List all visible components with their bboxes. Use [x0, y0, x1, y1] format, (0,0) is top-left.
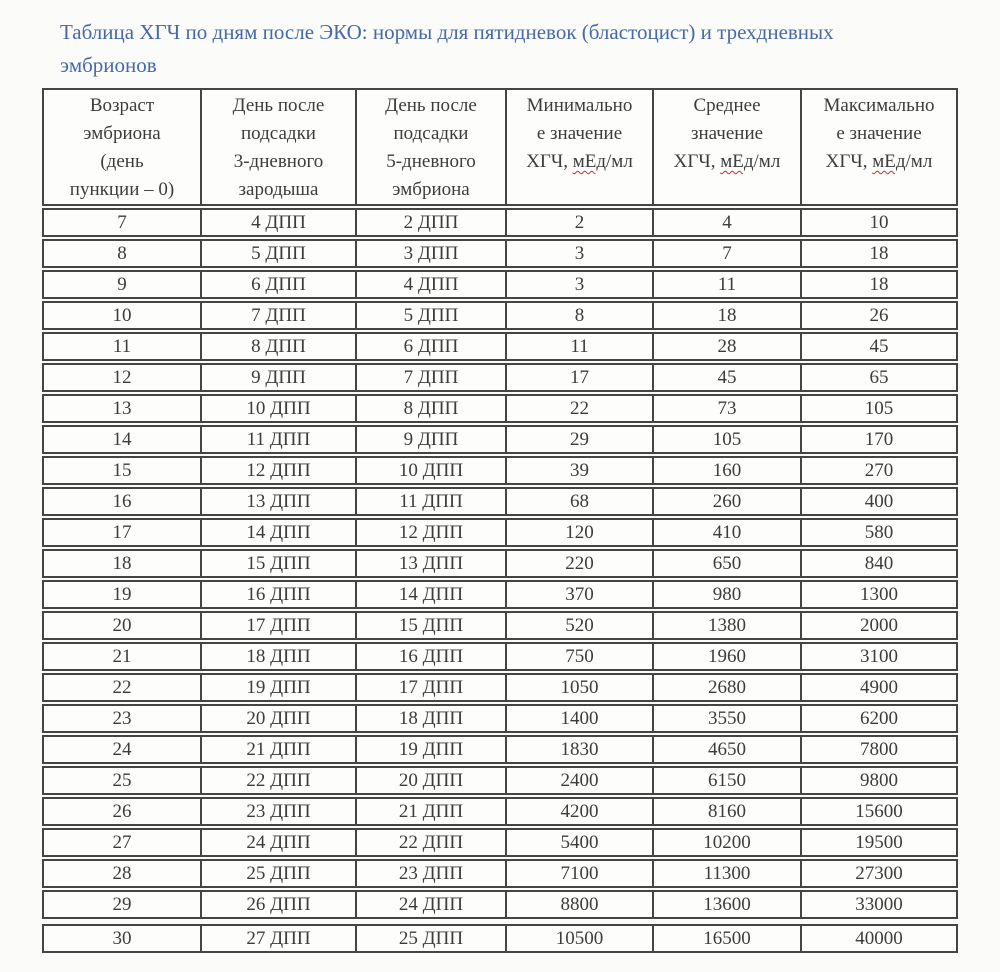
cell-r8-c1: 14	[42, 425, 200, 454]
table-row	[42, 735, 958, 764]
table-row	[42, 425, 958, 454]
table-row	[42, 611, 958, 640]
header-line: (день	[100, 151, 144, 172]
unit-text: /мл	[905, 151, 933, 172]
cell-r20-c3: 21 ДПП	[355, 797, 505, 826]
cell-r15-c3: 16 ДПП	[355, 642, 505, 671]
cell-r23-c5: 13600	[652, 890, 800, 919]
cell-r2-c2: 5 ДПП	[200, 239, 355, 268]
cell-r7-c1: 13	[42, 394, 200, 423]
cell-r15-c4: 750	[505, 642, 652, 671]
table-row	[42, 580, 958, 609]
cell-r1-c4: 2	[505, 208, 652, 237]
header-line: эмбриона	[83, 123, 161, 144]
cell-r14-c5: 1380	[652, 611, 800, 640]
spellcheck-underlined-text: мЕд	[720, 151, 754, 172]
cell-r1-c5: 4	[652, 208, 800, 237]
cell-r4-c3: 5 ДПП	[355, 301, 505, 330]
cell-r13-c5: 980	[652, 580, 800, 609]
cell-r11-c2: 14 ДПП	[200, 518, 355, 547]
cell-r24-c6: 40000	[800, 924, 958, 953]
cell-r17-c3: 18 ДПП	[355, 704, 505, 733]
cell-r4-c6: 26	[800, 301, 958, 330]
cell-r8-c2: 11 ДПП	[200, 425, 355, 454]
table-row	[42, 487, 958, 516]
cell-r2-c6: 18	[800, 239, 958, 268]
table-row	[42, 332, 958, 361]
cell-r9-c6: 270	[800, 456, 958, 485]
cell-r17-c5: 3550	[652, 704, 800, 733]
cell-r9-c2: 12 ДПП	[200, 456, 355, 485]
header-line: Максимально	[823, 95, 935, 116]
header-line: подсадки	[241, 123, 316, 144]
cell-r5-c6: 45	[800, 332, 958, 361]
cell-r16-c3: 17 ДПП	[355, 673, 505, 702]
cell-r2-c1: 8	[42, 239, 200, 268]
cell-r16-c2: 19 ДПП	[200, 673, 355, 702]
cell-r24-c3: 25 ДПП	[355, 924, 505, 953]
cell-r1-c1: 7	[42, 208, 200, 237]
cell-r6-c2: 9 ДПП	[200, 363, 355, 392]
header-line: подсадки	[393, 123, 469, 144]
cell-r9-c5: 160	[652, 456, 800, 485]
table-row	[42, 363, 958, 392]
table-row	[42, 797, 958, 826]
cell-r24-c5: 16500	[652, 924, 800, 953]
cell-r22-c5: 11300	[652, 859, 800, 888]
cell-r13-c6: 1300	[800, 580, 958, 609]
cell-r18-c4: 1830	[505, 735, 652, 764]
table-body	[42, 208, 958, 953]
cell-r9-c1: 15	[42, 456, 200, 485]
cell-r14-c6: 2000	[800, 611, 958, 640]
spellcheck-underlined-text: мЕд	[572, 151, 607, 172]
table-row	[42, 890, 958, 919]
cell-r14-c3: 15 ДПП	[355, 611, 505, 640]
cell-r20-c6: 15600	[800, 797, 958, 826]
cell-r2-c5: 7	[652, 239, 800, 268]
cell-r23-c1: 29	[42, 890, 200, 919]
cell-r18-c1: 24	[42, 735, 200, 764]
header-unit-line	[658, 148, 796, 176]
cell-r13-c3: 14 ДПП	[355, 580, 505, 609]
cell-r7-c4: 22	[505, 394, 652, 423]
unit-text: ХГЧ,	[526, 151, 573, 172]
cell-r21-c4: 5400	[505, 828, 652, 857]
page-title: Таблица ХГЧ по дням после ЭКО: нормы для пятидневок (бластоцист) и трехдневных эмбрионов	[60, 20, 834, 77]
cell-r10-c1: 16	[42, 487, 200, 516]
cell-r14-c2: 17 ДПП	[200, 611, 355, 640]
unit-text: /мл	[606, 151, 633, 172]
header-line: Среднее	[693, 95, 761, 116]
cell-r8-c5: 105	[652, 425, 800, 454]
cell-r19-c3: 20 ДПП	[355, 766, 505, 795]
page-break-gap	[42, 921, 958, 922]
header-line: пункции – 0)	[69, 179, 175, 200]
unit-text: /мл	[753, 151, 781, 172]
column-header-3	[355, 88, 505, 206]
header-line: День после	[385, 95, 477, 116]
cell-r12-c5: 650	[652, 549, 800, 578]
cell-r1-c3: 2 ДПП	[355, 208, 505, 237]
table-row	[42, 642, 958, 671]
cell-r22-c3: 23 ДПП	[355, 859, 505, 888]
cell-r5-c3: 6 ДПП	[355, 332, 505, 361]
cell-r17-c4: 1400	[505, 704, 652, 733]
cell-r15-c6: 3100	[800, 642, 958, 671]
cell-r15-c5: 1960	[652, 642, 800, 671]
cell-r9-c4: 39	[505, 456, 652, 485]
cell-r20-c1: 26	[42, 797, 200, 826]
cell-r16-c6: 4900	[800, 673, 958, 702]
cell-r12-c1: 18	[42, 549, 200, 578]
unit-text: ХГЧ,	[673, 151, 721, 172]
cell-r18-c2: 21 ДПП	[200, 735, 355, 764]
cell-r7-c3: 8 ДПП	[355, 394, 505, 423]
cell-r9-c3: 10 ДПП	[355, 456, 505, 485]
cell-r19-c2: 22 ДПП	[200, 766, 355, 795]
cell-r3-c2: 6 ДПП	[200, 270, 355, 299]
cell-r10-c6: 400	[800, 487, 958, 516]
cell-r16-c5: 2680	[652, 673, 800, 702]
cell-r5-c2: 8 ДПП	[200, 332, 355, 361]
cell-r13-c1: 19	[42, 580, 200, 609]
header-line: День после	[232, 95, 325, 116]
cell-r18-c6: 7800	[800, 735, 958, 764]
cell-r24-c1: 30	[42, 924, 200, 953]
cell-r11-c6: 580	[800, 518, 958, 547]
cell-r10-c5: 260	[652, 487, 800, 516]
cell-r4-c4: 8	[505, 301, 652, 330]
table-row	[42, 239, 958, 268]
cell-r10-c4: 68	[505, 487, 652, 516]
header-line: 5-дневного	[386, 151, 476, 172]
cell-r2-c4: 3	[505, 239, 652, 268]
cell-r11-c5: 410	[652, 518, 800, 547]
cell-r5-c1: 11	[42, 332, 200, 361]
cell-r20-c4: 4200	[505, 797, 652, 826]
table-row	[42, 828, 958, 857]
cell-r17-c1: 23	[42, 704, 200, 733]
cell-r3-c1: 9	[42, 270, 200, 299]
header-unit-line	[806, 148, 952, 176]
cell-r4-c1: 10	[42, 301, 200, 330]
cell-r3-c6: 18	[800, 270, 958, 299]
cell-r1-c2: 4 ДПП	[200, 208, 355, 237]
cell-r11-c1: 17	[42, 518, 200, 547]
cell-r14-c1: 20	[42, 611, 200, 640]
header-line: Минимально	[526, 95, 633, 116]
cell-r17-c6: 6200	[800, 704, 958, 733]
cell-r13-c2: 16 ДПП	[200, 580, 355, 609]
column-header-5	[652, 88, 800, 206]
table-row	[42, 704, 958, 733]
table-row	[42, 518, 958, 547]
cell-r6-c4: 17	[505, 363, 652, 392]
cell-r4-c5: 18	[652, 301, 800, 330]
cell-r19-c4: 2400	[505, 766, 652, 795]
unit-text: ХГЧ,	[825, 151, 873, 172]
cell-r20-c5: 8160	[652, 797, 800, 826]
column-header-6	[800, 88, 958, 206]
cell-r1-c6: 10	[800, 208, 958, 237]
cell-r6-c1: 12	[42, 363, 200, 392]
cell-r22-c2: 25 ДПП	[200, 859, 355, 888]
table-row	[42, 924, 958, 953]
cell-r17-c2: 20 ДПП	[200, 704, 355, 733]
cell-r10-c2: 13 ДПП	[200, 487, 355, 516]
header-line: значение	[690, 123, 764, 144]
cell-r14-c4: 520	[505, 611, 652, 640]
table-row	[42, 208, 958, 237]
cell-r21-c6: 19500	[800, 828, 958, 857]
cell-r24-c2: 27 ДПП	[200, 924, 355, 953]
header-line: е значение	[536, 123, 623, 144]
cell-r16-c4: 1050	[505, 673, 652, 702]
cell-r3-c4: 3	[505, 270, 652, 299]
cell-r10-c3: 11 ДПП	[355, 487, 505, 516]
cell-r7-c5: 73	[652, 394, 800, 423]
cell-r7-c6: 105	[800, 394, 958, 423]
header-line: 3-дневного	[233, 151, 324, 172]
table-row	[42, 394, 958, 423]
cell-r5-c4: 11	[505, 332, 652, 361]
cell-r23-c3: 24 ДПП	[355, 890, 505, 919]
cell-r15-c1: 21	[42, 642, 200, 671]
header-line: Возраст	[89, 95, 155, 116]
page-break-gap-cell	[42, 921, 958, 922]
table-row	[42, 859, 958, 888]
cell-r8-c3: 9 ДПП	[355, 425, 505, 454]
table-row	[42, 301, 958, 330]
cell-r6-c5: 45	[652, 363, 800, 392]
hcg-table	[42, 86, 958, 955]
cell-r12-c4: 220	[505, 549, 652, 578]
cell-r21-c2: 24 ДПП	[200, 828, 355, 857]
header-line: е значение	[836, 123, 922, 144]
table-row	[42, 270, 958, 299]
cell-r13-c4: 370	[505, 580, 652, 609]
cell-r22-c6: 27300	[800, 859, 958, 888]
cell-r3-c5: 11	[652, 270, 800, 299]
cell-r7-c2: 10 ДПП	[200, 394, 355, 423]
cell-r21-c3: 22 ДПП	[355, 828, 505, 857]
cell-r8-c6: 170	[800, 425, 958, 454]
cell-r23-c4: 8800	[505, 890, 652, 919]
column-header-4	[505, 88, 652, 206]
cell-r24-c4: 10500	[505, 924, 652, 953]
cell-r5-c5: 28	[652, 332, 800, 361]
cell-r11-c3: 12 ДПП	[355, 518, 505, 547]
header-row	[42, 88, 958, 206]
table-row	[42, 456, 958, 485]
cell-r15-c2: 18 ДПП	[200, 642, 355, 671]
table-row	[42, 673, 958, 702]
header-unit-line	[511, 148, 648, 176]
cell-r12-c3: 13 ДПП	[355, 549, 505, 578]
column-header-2	[200, 88, 355, 206]
cell-r4-c2: 7 ДПП	[200, 301, 355, 330]
cell-r19-c5: 6150	[652, 766, 800, 795]
cell-r18-c3: 19 ДПП	[355, 735, 505, 764]
cell-r21-c1: 27	[42, 828, 200, 857]
cell-r8-c4: 29	[505, 425, 652, 454]
cell-r3-c3: 4 ДПП	[355, 270, 505, 299]
cell-r11-c4: 120	[505, 518, 652, 547]
cell-r18-c5: 4650	[652, 735, 800, 764]
table-header	[42, 88, 958, 206]
cell-r6-c3: 7 ДПП	[355, 363, 505, 392]
cell-r19-c1: 25	[42, 766, 200, 795]
cell-r16-c1: 22	[42, 673, 200, 702]
cell-r19-c6: 9800	[800, 766, 958, 795]
cell-r22-c1: 28	[42, 859, 200, 888]
cell-r22-c4: 7100	[505, 859, 652, 888]
spellcheck-underlined-text: мЕд	[872, 151, 906, 172]
cell-r20-c2: 23 ДПП	[200, 797, 355, 826]
table-row	[42, 766, 958, 795]
cell-r6-c6: 65	[800, 363, 958, 392]
cell-r12-c2: 15 ДПП	[200, 549, 355, 578]
table-row	[42, 549, 958, 578]
header-line: зародыша	[238, 179, 319, 200]
cell-r2-c3: 3 ДПП	[355, 239, 505, 268]
cell-r23-c2: 26 ДПП	[200, 890, 355, 919]
column-header-1	[42, 88, 200, 206]
cell-r12-c6: 840	[800, 549, 958, 578]
header-line: эмбриона	[392, 179, 470, 200]
cell-r21-c5: 10200	[652, 828, 800, 857]
cell-r23-c6: 33000	[800, 890, 958, 919]
